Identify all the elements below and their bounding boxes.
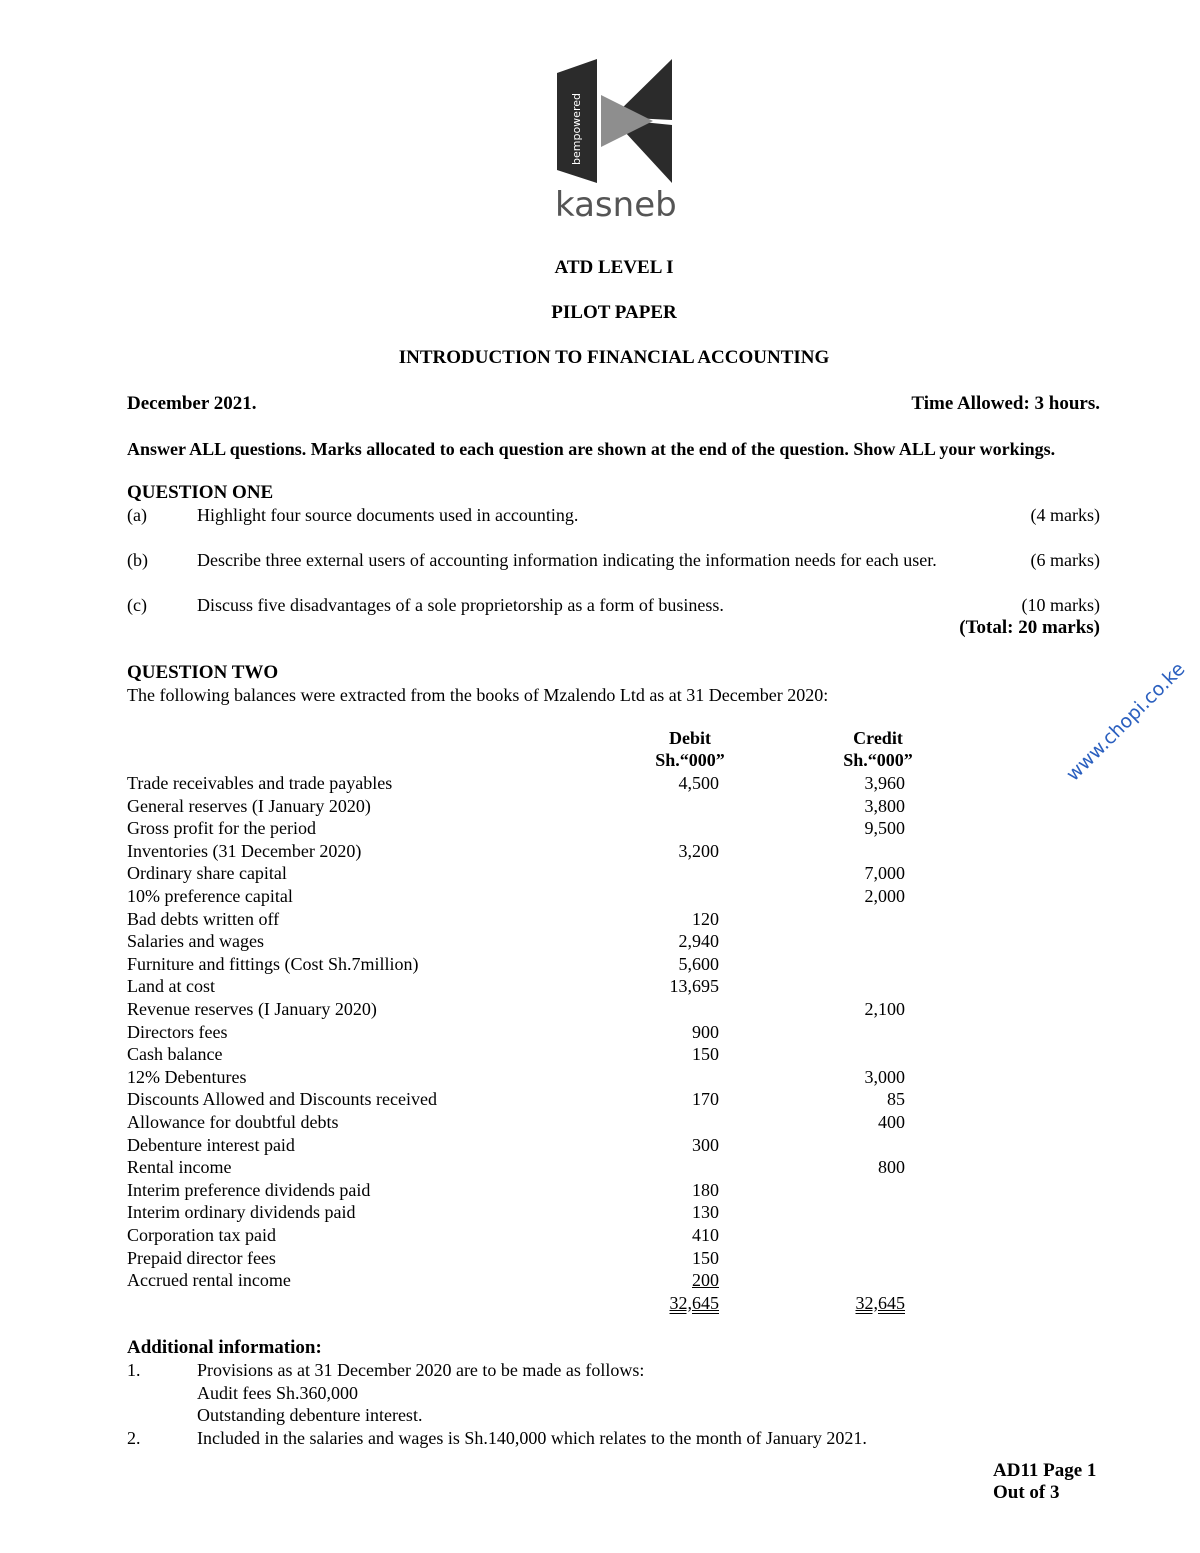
table-row <box>127 908 927 931</box>
table-row <box>127 1269 927 1292</box>
totals-row <box>127 1292 927 1315</box>
table-row <box>127 953 927 976</box>
kasneb-logo <box>553 55 677 225</box>
table-row <box>127 1134 927 1157</box>
row-debit: 180 <box>692 1179 719 1200</box>
table-row <box>127 975 927 998</box>
row-credit: 800 <box>878 1157 905 1178</box>
row-label: Prepaid director fees <box>127 1247 276 1268</box>
row-credit: 3,960 <box>864 773 905 793</box>
row-credit: 3,800 <box>864 795 905 816</box>
row-label: Discounts Allowed and Discounts received <box>127 1089 437 1110</box>
row-debit: 130 <box>692 1202 719 1223</box>
debit-header: Debit <box>669 728 711 748</box>
paper-heading: PILOT PAPER <box>551 302 677 323</box>
row-label: Gross profit for the period <box>127 818 316 839</box>
q1-part-a-marks: (4 marks) <box>1030 505 1100 525</box>
subject-heading: INTRODUCTION TO FINANCIAL ACCOUNTING <box>398 347 830 368</box>
row-debit: 150 <box>692 1044 719 1065</box>
q1-part-c-text: Discuss five disadvantages of a sole proprietorship as a form of business. <box>197 595 724 615</box>
row-label: Debenture interest paid <box>127 1134 295 1155</box>
logo-wordmark: kasneb <box>555 185 677 225</box>
additional-item-text: Included in the salaries and wages is Sh.140,000 which relates to the month of January 2021. <box>197 1427 867 1448</box>
row-label: 12% Debentures <box>127 1066 247 1087</box>
q1-total-marks: (Total: 20 marks) <box>959 617 1100 638</box>
credit-unit: Sh.“000” <box>843 750 913 770</box>
exam-date: December 2021. <box>127 393 257 414</box>
row-debit: 170 <box>692 1089 719 1110</box>
row-debit: 5,600 <box>678 953 719 974</box>
table-row <box>127 840 927 863</box>
level-heading: ATD LEVEL I <box>554 257 674 278</box>
row-label: Cash balance <box>127 1044 223 1065</box>
total-debit: 32,645 <box>669 1292 719 1313</box>
row-label: Rental income <box>127 1157 232 1178</box>
question-two-title: QUESTION TWO <box>127 662 279 683</box>
q1-part-b-label: (b) <box>127 550 148 570</box>
table-row <box>127 862 927 885</box>
table-row <box>127 817 927 840</box>
row-debit: 300 <box>692 1134 719 1155</box>
row-label: Accrued rental income <box>127 1270 291 1291</box>
row-credit: 2,000 <box>864 886 905 906</box>
credit-header: Credit <box>853 728 903 748</box>
row-debit: 120 <box>692 908 719 929</box>
row-debit: 900 <box>692 1021 719 1042</box>
table-row <box>127 1111 927 1134</box>
table-row <box>127 772 927 795</box>
table-row <box>127 1088 927 1111</box>
row-label: Trade receivables and trade payables <box>127 773 393 793</box>
table-row <box>127 1043 927 1066</box>
table-row <box>127 1201 927 1224</box>
q1-part-a-text: Highlight four source documents used in accounting. <box>197 505 579 525</box>
row-label: Allowance for doubtful debts <box>127 1112 339 1132</box>
row-debit: 150 <box>692 1247 719 1268</box>
table-row <box>127 1066 927 1089</box>
row-debit: 13,695 <box>669 976 719 997</box>
row-label: Land at cost <box>127 976 215 997</box>
row-label: Interim preference dividends paid <box>127 1179 371 1200</box>
table-row <box>127 795 927 818</box>
q2-intro: The following balances were extracted from the books of Mzalendo Ltd as at 31 December 2020: <box>127 685 829 705</box>
row-debit: 2,940 <box>678 931 719 952</box>
row-label: Corporation tax paid <box>127 1225 276 1245</box>
table-row <box>127 998 927 1021</box>
row-credit: 9,500 <box>864 818 905 839</box>
watermark-link[interactable]: www.chopi.co.ke <box>1062 658 1190 786</box>
row-debit: 410 <box>692 1225 719 1245</box>
row-debit: 4,500 <box>678 773 719 793</box>
table-row <box>127 1224 927 1247</box>
row-label: Inventories (31 December 2020) <box>127 840 362 861</box>
q1-part-a-label: (a) <box>127 505 147 525</box>
row-credit: 400 <box>878 1112 905 1132</box>
additional-item-text: Provisions as at 31 December 2020 are to be made as follows: <box>197 1360 645 1380</box>
debit-unit: Sh.“000” <box>655 750 725 770</box>
q1-part-b-marks: (6 marks) <box>1030 550 1100 570</box>
table-row <box>127 1021 927 1044</box>
additional-item-text: Audit fees Sh.360,000 <box>197 1382 358 1403</box>
table-row <box>127 930 927 953</box>
q1-part-c-label: (c) <box>127 595 147 615</box>
row-label: Furniture and fittings (Cost Sh.7million) <box>127 953 419 974</box>
instructions: Answer ALL questions. Marks allocated to each question are shown at the end of the question. Show ALL your workings. <box>127 439 1056 459</box>
q1-part-c-marks: (10 marks) <box>1021 595 1100 615</box>
total-credit: 32,645 <box>855 1292 905 1313</box>
row-credit: 2,100 <box>864 999 905 1019</box>
table-row <box>127 1179 927 1202</box>
row-credit: 7,000 <box>864 863 905 884</box>
table-row <box>127 885 927 908</box>
additional-item-text: Outstanding debenture interest. <box>197 1405 423 1426</box>
row-label: Revenue reserves (I January 2020) <box>127 999 377 1019</box>
q1-part-b-text: Describe three external users of accounting information indicating the information needs for each user. <box>197 550 937 570</box>
additional-item-number: 1. <box>127 1360 141 1380</box>
question-one-title: QUESTION ONE <box>127 482 274 503</box>
page-total: Out of 3 <box>993 1482 1060 1503</box>
row-label: Directors fees <box>127 1021 228 1042</box>
row-label: 10% preference capital <box>127 886 293 906</box>
time-allowed: Time Allowed: 3 hours. <box>911 393 1100 414</box>
row-label: Bad debts written off <box>127 908 280 929</box>
row-label: General reserves (I January 2020) <box>127 795 371 816</box>
row-credit: 3,000 <box>864 1066 905 1087</box>
svg-text:bempowered: bempowered <box>570 93 583 165</box>
row-debit: 3,200 <box>678 840 719 861</box>
page-number: AD11 Page 1 <box>993 1460 1097 1481</box>
table-row <box>127 1247 927 1270</box>
row-credit: 85 <box>887 1089 905 1110</box>
additional-info-title: Additional information: <box>127 1337 322 1358</box>
row-label: Salaries and wages <box>127 931 264 952</box>
table-row <box>127 1156 927 1179</box>
row-label: Ordinary share capital <box>127 863 287 884</box>
row-debit: 200 <box>692 1270 719 1291</box>
row-label: Interim ordinary dividends paid <box>127 1202 356 1223</box>
additional-item-number: 2. <box>127 1427 141 1448</box>
